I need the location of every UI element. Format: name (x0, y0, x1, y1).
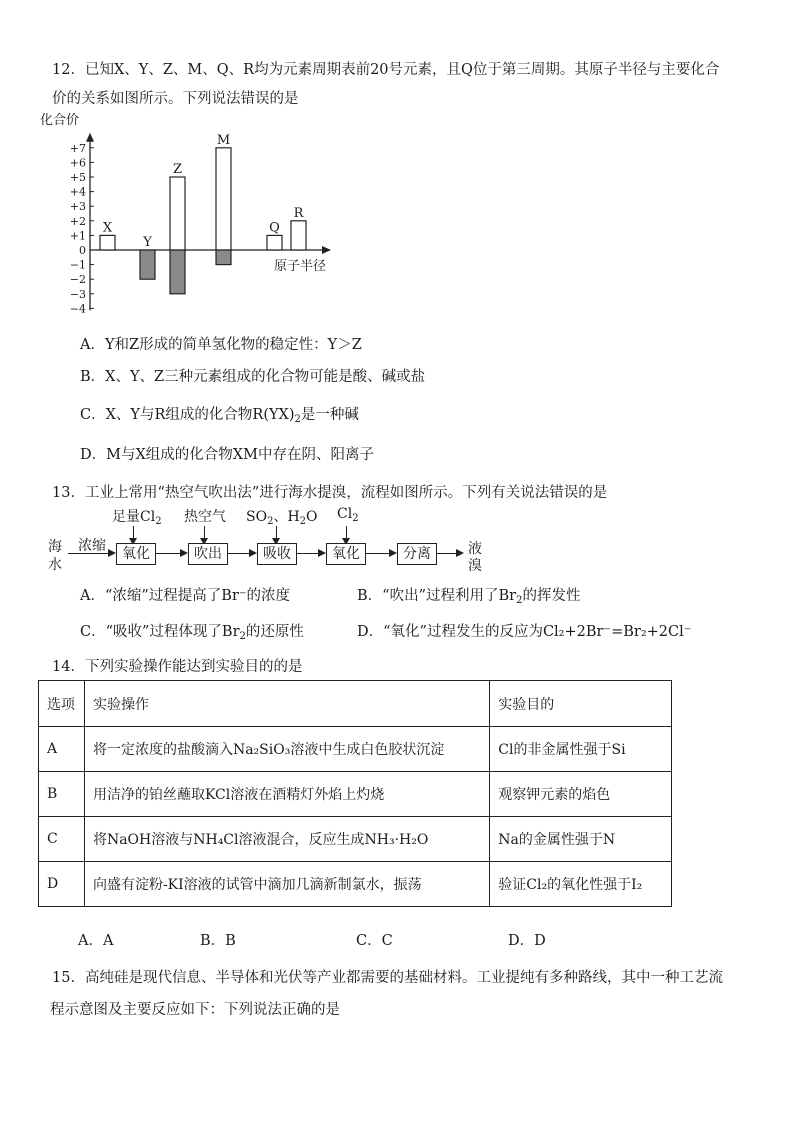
chart-category-label: X (102, 220, 113, 236)
q14-row-d-purpose: 验证Cl₂的氧化性强于I₂ (490, 862, 672, 907)
flow-down-line-4 (346, 526, 347, 538)
flow-reagent-hot-air: 热空气 (184, 509, 226, 525)
q12-stem-line2: 价的关系如图所示。下列说法错误的是 (52, 91, 299, 107)
flow-reagent-so2-h2o (246, 506, 318, 527)
chart-bar-positive (170, 177, 185, 250)
flow-line-6 (436, 553, 456, 554)
q13-option-c-sub: 2 (239, 631, 246, 642)
q12-option-d: D．M与X组成的化合物XM中存在阴、阳离子 (80, 447, 374, 463)
flow-line-5 (365, 553, 389, 554)
q14-row-a-option: A (39, 727, 85, 772)
chart-y-tick-label: +2 (69, 214, 86, 228)
flow-reagent1-sub: 2 (155, 516, 162, 527)
flow-product-bromine: 溴 (468, 558, 482, 574)
chart-bar-positive (291, 221, 306, 250)
chart-x-axis-label: 原子半径 (274, 259, 327, 274)
flow-arrow-2 (180, 549, 188, 557)
q13-option-c-text: C．“吸收”过程体现了Br (80, 624, 240, 640)
flow-reagent-cl2-excess (112, 506, 162, 527)
flow-step-absorb: 吸收 (257, 543, 297, 565)
flow-line-3 (227, 553, 249, 554)
q14-row-d-option: D (39, 862, 85, 907)
table-row (39, 727, 672, 772)
flow-reagent1-text: 足量Cl (112, 509, 156, 525)
chart-y-tick-label: +7 (69, 141, 86, 155)
flow-product-liquid: 液 (468, 541, 482, 557)
chart-category-label: Z (172, 162, 183, 177)
q14-header-option: 选项 (39, 681, 85, 727)
flow-arrow-5 (389, 549, 397, 557)
q12-chart (40, 112, 360, 320)
chart-y-tick-label: +4 (69, 185, 86, 199)
table-row (39, 817, 672, 862)
q12-option-c-text: C．X、Y与R组成的化合物 (80, 407, 253, 423)
table-row (39, 862, 672, 907)
flow-reagent-cl2 (337, 506, 359, 524)
flow-reagent4-text: Cl (337, 506, 353, 522)
q14-table (38, 680, 672, 907)
q12-option-c-subscript: 2 (294, 414, 301, 425)
q13-stem: 13．工业上常用“热空气吹出法”进行海水提溴，流程如图所示。下列有关说法错误的是 (52, 485, 608, 501)
q12-option-c (80, 403, 359, 425)
flow-reagent3-b: 、H (273, 509, 300, 525)
flow-down-line-1 (133, 526, 134, 538)
q13-option-b-text: B．“吹出”过程利用了Br (357, 588, 517, 604)
chart-bar-negative (216, 250, 231, 265)
q14-row-b-option: B (39, 772, 85, 817)
q12-option-a: A．Y和Z形成的简单氢化物的稳定性：Y＞Z (80, 337, 362, 353)
flow-line-2 (155, 553, 180, 554)
q14-row-c-operation: 将NaOH溶液与NH₄Cl溶液混合，反应生成NH₃·H₂O (84, 817, 489, 862)
chart-category-label: M (216, 132, 231, 148)
flow-source-sea: 海 (48, 539, 62, 555)
chart-bar-positive (267, 235, 282, 250)
chart-y-tick-label: +5 (69, 171, 86, 184)
flow-reagent3-a: SO (246, 509, 268, 525)
q14-stem: 14．下列实验操作能达到实验目的的是 (52, 659, 303, 675)
q13-option-b (357, 584, 580, 606)
flow-arrow-1 (108, 549, 116, 557)
q13-option-a: A．“浓缩”过程提高了Br⁻的浓度 (80, 588, 291, 604)
q15-stem-line1: 15．高纯硅是现代信息、半导体和光伏等产业都需要的基础材料。工业提纯有多种路线，其中一种工艺流 (52, 970, 723, 986)
q14-row-c-option: C (39, 817, 85, 862)
chart-bar-negative (140, 250, 155, 279)
flow-reagent4-sub: 2 (352, 513, 359, 524)
q12-option-c-formula: R(YX) (252, 407, 295, 423)
chart-y-tick-label: +1 (69, 229, 86, 243)
chart-x-axis-arrow (322, 246, 331, 254)
flow-step-separate: 分离 (397, 543, 437, 565)
chart-y-axis-arrow (86, 133, 94, 142)
flow-concentrate-label: 浓缩 (78, 538, 106, 554)
flow-line-1 (68, 553, 108, 554)
flow-step-oxidation-1: 氧化 (116, 543, 156, 565)
q14-row-b-operation: 用洁净的铂丝蘸取KCl溶液在酒精灯外焰上灼烧 (84, 772, 489, 817)
q13-option-c-tail: 的还原性 (245, 624, 304, 640)
chart-category-label: Y (143, 235, 152, 250)
q13-option-b-sub: 2 (516, 595, 523, 606)
q14-row-d-operation: 向盛有淀粉-KI溶液的试管中滴加几滴新制氯水，振荡 (84, 862, 489, 907)
flow-step-oxidation-2: 氧化 (326, 543, 366, 565)
chart-y-tick-label: +3 (69, 200, 86, 214)
flow-source-water: 水 (48, 557, 62, 573)
table-row (39, 772, 672, 817)
chart-y-tick-label: −4 (69, 302, 86, 316)
chart-y-tick-label: 0 (79, 244, 86, 257)
q13-option-c (80, 620, 304, 642)
flow-down-line-3 (276, 526, 277, 538)
q12-stem-line1: 12．已知X、Y、Z、M、Q、R均为元素周期表前20号元素，且Q位于第三周期。其原子半径与主要化合 (52, 62, 720, 78)
flow-reagent3-sub: 2 (267, 516, 274, 527)
q14-row-b-purpose: 观察钾元素的焰色 (490, 772, 672, 817)
flow-step-blow-out: 吹出 (188, 543, 228, 565)
q14-option-b: B．B (200, 933, 236, 949)
flow-arrow-3 (249, 549, 257, 557)
q13-option-b-tail: 的挥发性 (522, 588, 581, 604)
q14-row-a-purpose: Cl的非金属性强于Si (490, 727, 672, 772)
q14-row-c-purpose: Na的金属性强于N (490, 817, 672, 862)
chart-y-tick-label: +6 (69, 156, 86, 170)
chart-y-tick-label: −3 (69, 287, 86, 301)
chart-bar-positive (216, 148, 231, 250)
q14-header-purpose: 实验目的 (490, 681, 672, 727)
q14-header-operation: 实验操作 (84, 681, 489, 727)
flow-down-line-2 (204, 526, 205, 538)
flow-reagent3-c: O (306, 509, 318, 525)
q12-option-b: B．X、Y、Z三种元素组成的化合物可能是酸、碱或盐 (80, 369, 426, 385)
q14-option-a: A．A (78, 933, 114, 949)
q14-row-a-operation: 将一定浓度的盐酸滴入Na₂SiO₃溶液中生成白色胶状沉淀 (84, 727, 489, 772)
chart-y-tick-label: −1 (69, 258, 86, 272)
chart-y-axis-label: 化合价 (40, 113, 80, 128)
chart-category-label: R (293, 205, 304, 221)
q12-option-c-tail: 是一种碱 (300, 407, 359, 423)
chart-category-label: Q (269, 220, 280, 236)
chart-y-tick-label: −2 (69, 273, 86, 287)
q14-option-c: C．C (356, 933, 393, 949)
chart-bar-negative (170, 250, 185, 294)
flow-arrow-6 (456, 549, 464, 557)
flow-line-4 (296, 553, 318, 554)
q14-table-header-row (39, 681, 672, 727)
q14-option-d: D．D (508, 933, 546, 949)
flow-arrow-4 (318, 549, 326, 557)
q15-stem-line2: 程示意图及主要反应如下：下列说法正确的是 (50, 1002, 340, 1018)
q13-option-d: D．“氧化”过程发生的反应为Cl₂+2Br⁻=Br₂+2Cl⁻ (357, 624, 692, 640)
flow-reagent3-sub2: 2 (299, 516, 307, 527)
chart-bar-positive (100, 235, 115, 250)
